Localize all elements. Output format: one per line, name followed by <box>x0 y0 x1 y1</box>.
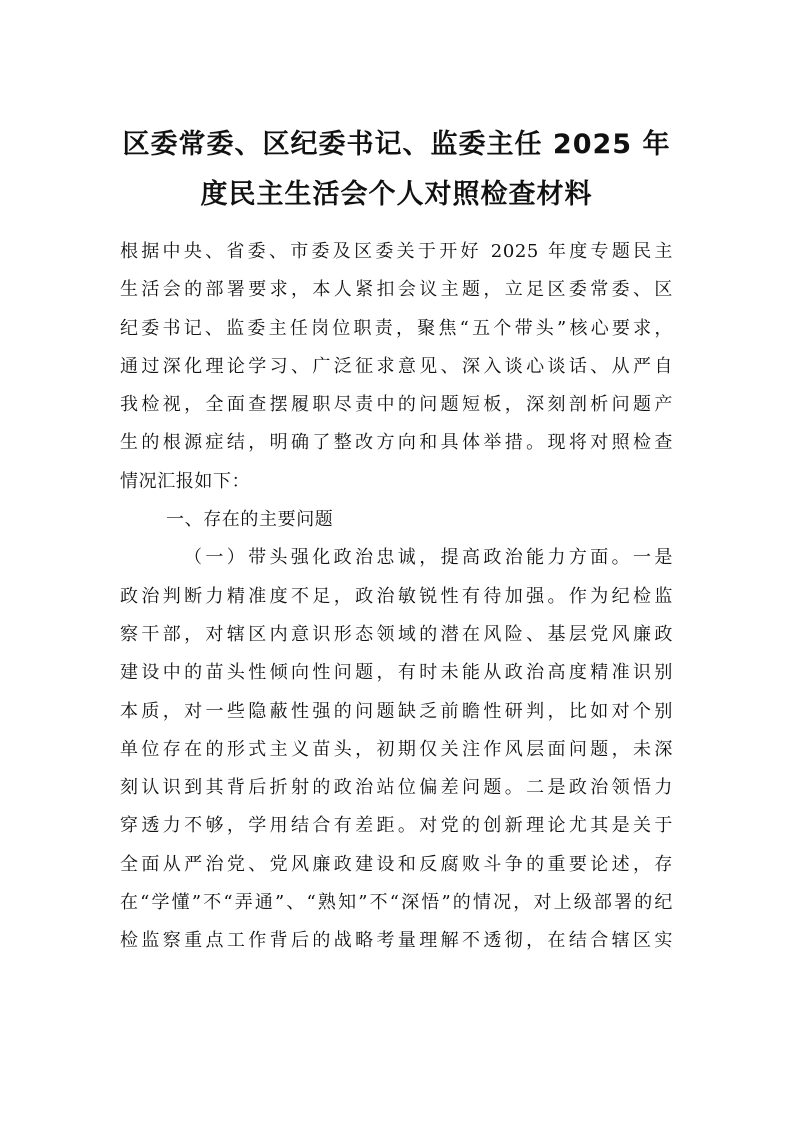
document-body <box>120 233 673 961</box>
section-heading: 一、存在的主要问题 <box>166 509 334 531</box>
subsection-line: 察干部，对辖区内意识形态领域的潜在风险、基层党风廉政 <box>120 623 673 645</box>
subsection-line: 刻认识到其背后折射的政治站位偏差问题。二是政治领悟力 <box>120 777 673 799</box>
subsection-line: 全面从严治党、党风廉政建设和反腐败斗争的重要论述，存 <box>120 853 673 875</box>
subsection-line: （一）带头强化政治忠诚，提高政治能力方面。一是 <box>184 547 673 569</box>
document-title <box>100 120 693 220</box>
intro-line: 生的根源症结，明确了整改方向和具体举措。现将对照检查 <box>120 432 673 454</box>
intro-line: 情况汇报如下： <box>120 470 251 492</box>
intro-line: 我检视，全面查摆履职尽责中的问题短板，深刻剖析问题产 <box>120 394 673 416</box>
subsection-line: 建设中的苗头性倾向性问题，有时未能从政治高度精准识别 <box>120 662 673 684</box>
subsection-line: 穿透力不够，学用结合有差距。对党的创新理论尤其是关于 <box>120 815 673 837</box>
title-line-1: 区委常委、区纪委书记、监委主任 2025 年 <box>122 129 671 160</box>
intro-line: 纪委书记、监委主任岗位职责，聚焦“五个带头”核心要求， <box>120 317 673 339</box>
subsection-line: 在“学懂”不“弄通”、“熟知”不“深悟”的情况，对上级部署的纪 <box>120 892 673 914</box>
subsection-line: 政治判断力精准度不足，政治敏锐性有待加强。作为纪检监 <box>120 585 673 607</box>
subsection-line: 本质，对一些隐蔽性强的问题缺乏前瞻性研判，比如对个别 <box>120 700 673 722</box>
intro-line: 根据中央、省委、市委及区委关于开好 2025 年度专题民主 <box>120 241 673 262</box>
intro-line: 生活会的部署要求，本人紧扣会议主题，立足区委常委、区 <box>120 279 673 301</box>
intro-line: 通过深化理论学习、广泛征求意见、深入谈心谈话、从严自 <box>120 355 673 377</box>
subsection-line: 单位存在的形式主义苗头，初期仅关注作风层面问题，未深 <box>120 738 673 760</box>
subsection-line: 检监察重点工作背后的战略考量理解不透彻，在结合辖区实 <box>120 930 673 952</box>
title-line-2: 度民主生活会个人对照检查材料 <box>200 179 593 210</box>
